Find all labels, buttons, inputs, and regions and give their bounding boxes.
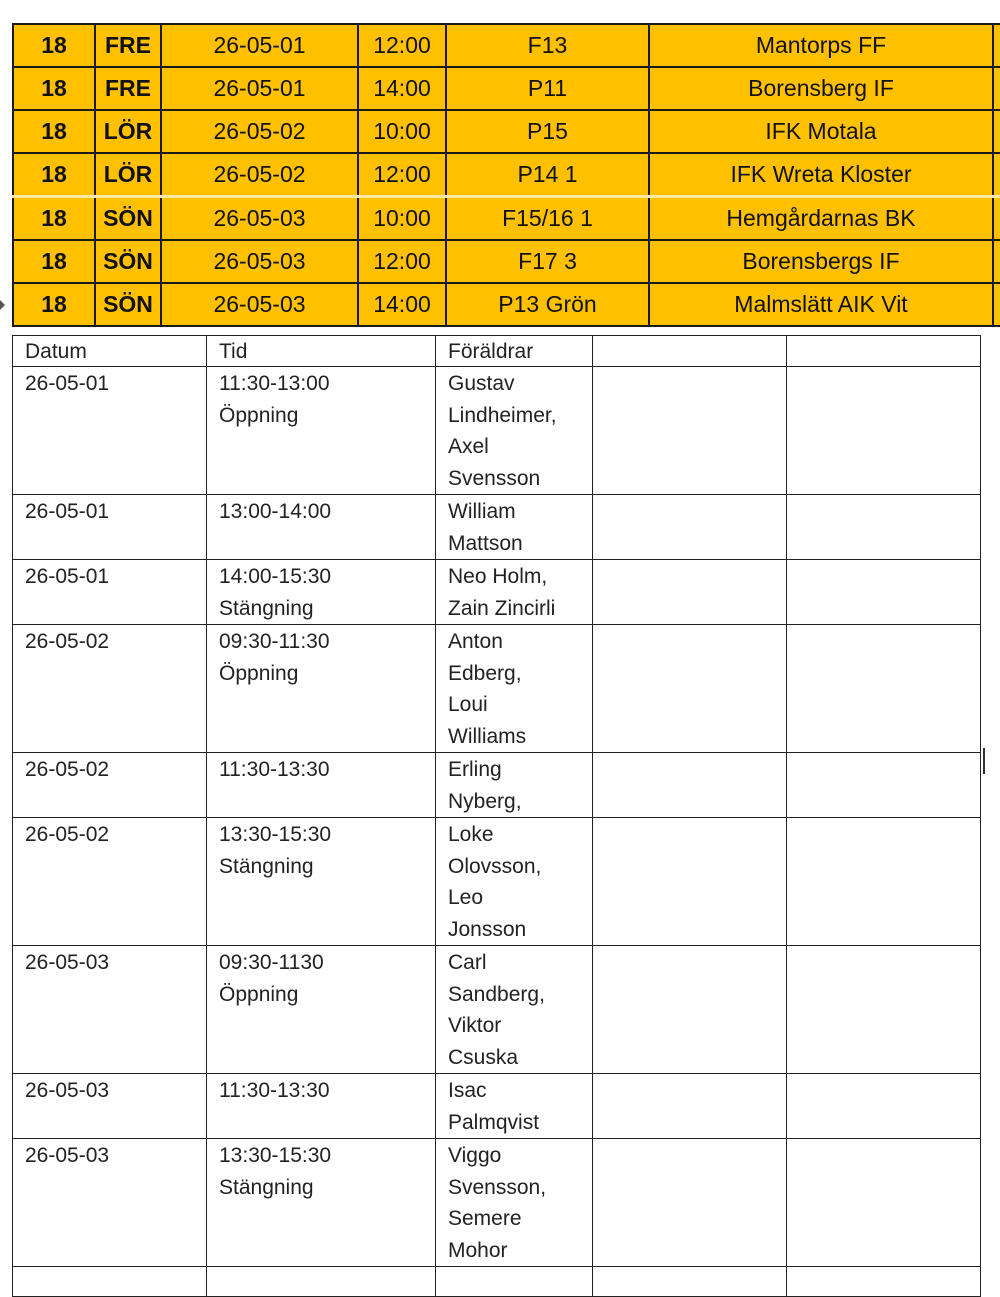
match-date: 26-05-01 <box>161 24 358 67</box>
match-opponent: Mantorps FF <box>649 24 993 67</box>
match-opponent: IFK Wreta Kloster <box>649 153 993 197</box>
match-day: FRE <box>95 67 161 110</box>
schedule-row <box>13 560 981 625</box>
match-date: 26-05-03 <box>161 283 358 326</box>
empty-cell <box>593 818 787 946</box>
shift-date: 26-05-03 <box>13 1139 207 1267</box>
shift-parents: Gustav Lindheimer, Axel Svensson <box>436 367 593 495</box>
match-opponent: Hemgårdarnas BK <box>649 197 993 241</box>
match-week: 18 <box>13 240 95 283</box>
empty-cell <box>787 753 981 818</box>
empty-cell <box>593 560 787 625</box>
empty-cell <box>207 1267 436 1297</box>
empty-cell <box>593 1139 787 1267</box>
match-date: 26-05-02 <box>161 110 358 153</box>
empty-cell <box>787 560 981 625</box>
match-week: 18 <box>13 197 95 241</box>
shift-time: 11:30-13:30 <box>207 1074 436 1139</box>
match-team: P13 Grön <box>446 283 649 326</box>
match-edge-cell <box>993 67 1000 110</box>
match-row <box>13 153 1000 197</box>
match-time: 14:00 <box>358 283 446 326</box>
empty-cell <box>593 1074 787 1139</box>
shift-date: 26-05-01 <box>13 367 207 495</box>
shift-parents: Neo Holm, Zain Zincirli <box>436 560 593 625</box>
shift-parents: William Mattson <box>436 495 593 560</box>
shift-time: 09:30-11:30 Öppning <box>207 625 436 753</box>
empty-cell <box>787 625 981 753</box>
match-week: 18 <box>13 283 95 326</box>
empty-cell <box>787 1074 981 1139</box>
match-row <box>13 67 1000 110</box>
schedule-header-row <box>13 336 981 367</box>
row-marker-icon <box>0 300 5 310</box>
empty-cell <box>13 1267 207 1297</box>
match-team: F13 <box>446 24 649 67</box>
shift-time: 14:00-15:30 Stängning <box>207 560 436 625</box>
match-row <box>13 197 1000 241</box>
match-time: 12:00 <box>358 153 446 197</box>
match-team: P11 <box>446 67 649 110</box>
match-day: SÖN <box>95 283 161 326</box>
empty-cell <box>593 367 787 495</box>
schedule-row <box>13 753 981 818</box>
match-team: P14 1 <box>446 153 649 197</box>
match-day: LÖR <box>95 110 161 153</box>
schedule-row <box>13 367 981 495</box>
match-week: 18 <box>13 67 95 110</box>
shift-parents: Erling Nyberg, <box>436 753 593 818</box>
match-time: 10:00 <box>358 197 446 241</box>
match-edge-cell <box>993 283 1000 326</box>
shift-parents: Isac Palmqvist <box>436 1074 593 1139</box>
match-day: FRE <box>95 24 161 67</box>
shift-time: 11:30-13:30 <box>207 753 436 818</box>
match-time: 10:00 <box>358 110 446 153</box>
schedule-row <box>13 495 981 560</box>
match-day: SÖN <box>95 240 161 283</box>
shift-time: 13:00-14:00 <box>207 495 436 560</box>
header-time: Tid <box>207 336 436 367</box>
empty-cell <box>787 818 981 946</box>
match-team: F15/16 1 <box>446 197 649 241</box>
match-edge-cell <box>993 240 1000 283</box>
empty-cell <box>787 336 981 367</box>
schedule-row <box>13 1139 981 1267</box>
shift-time: 09:30-1130 Öppning <box>207 946 436 1074</box>
empty-cell <box>593 1267 787 1297</box>
match-edge-cell <box>993 24 1000 67</box>
shift-date: 26-05-02 <box>13 753 207 818</box>
header-parents: Föräldrar <box>436 336 593 367</box>
match-opponent: Borensberg IF <box>649 67 993 110</box>
header-date: Datum <box>13 336 207 367</box>
schedule-row <box>13 946 981 1074</box>
shift-date: 26-05-01 <box>13 560 207 625</box>
match-team: P15 <box>446 110 649 153</box>
match-edge-cell <box>993 197 1000 241</box>
match-edge-cell <box>993 110 1000 153</box>
shift-time: 13:30-15:30 Stängning <box>207 818 436 946</box>
shift-parents: Loke Olovsson, Leo Jonsson <box>436 818 593 946</box>
match-week: 18 <box>13 110 95 153</box>
empty-cell <box>787 367 981 495</box>
shift-parents: Anton Edberg, Loui Williams <box>436 625 593 753</box>
text-cursor <box>983 748 985 774</box>
match-date: 26-05-03 <box>161 240 358 283</box>
empty-cell <box>593 946 787 1074</box>
shift-date: 26-05-03 <box>13 946 207 1074</box>
empty-cell <box>593 625 787 753</box>
match-opponent: Malmslätt AIK Vit <box>649 283 993 326</box>
match-time: 14:00 <box>358 67 446 110</box>
shift-date: 26-05-02 <box>13 625 207 753</box>
match-row <box>13 240 1000 283</box>
match-week: 18 <box>13 24 95 67</box>
match-date: 26-05-02 <box>161 153 358 197</box>
schedule-row <box>13 1074 981 1139</box>
shift-date: 26-05-01 <box>13 495 207 560</box>
shift-date: 26-05-02 <box>13 818 207 946</box>
shift-time: 13:30-15:30 Stängning <box>207 1139 436 1267</box>
match-opponent: Borensbergs IF <box>649 240 993 283</box>
match-row <box>13 24 1000 67</box>
schedule-empty-row <box>13 1267 981 1297</box>
schedule-row <box>13 625 981 753</box>
match-table <box>12 23 1000 327</box>
empty-cell <box>787 495 981 560</box>
empty-cell <box>787 1267 981 1297</box>
match-week: 18 <box>13 153 95 197</box>
match-team: F17 3 <box>446 240 649 283</box>
match-day: LÖR <box>95 153 161 197</box>
match-row <box>13 110 1000 153</box>
match-opponent: IFK Motala <box>649 110 993 153</box>
empty-cell <box>593 753 787 818</box>
empty-cell <box>436 1267 593 1297</box>
empty-cell <box>787 1139 981 1267</box>
shift-time: 11:30-13:00 Öppning <box>207 367 436 495</box>
empty-cell <box>787 946 981 1074</box>
match-day: SÖN <box>95 197 161 241</box>
shift-parents: Carl Sandberg, Viktor Csuska <box>436 946 593 1074</box>
match-date: 26-05-01 <box>161 67 358 110</box>
schedule-row <box>13 818 981 946</box>
match-edge-cell <box>993 153 1000 197</box>
empty-cell <box>593 495 787 560</box>
shift-parents: Viggo Svensson, Semere Mohor <box>436 1139 593 1267</box>
match-time: 12:00 <box>358 240 446 283</box>
empty-cell <box>593 336 787 367</box>
shift-date: 26-05-03 <box>13 1074 207 1139</box>
match-row <box>13 283 1000 326</box>
match-time: 12:00 <box>358 24 446 67</box>
match-date: 26-05-03 <box>161 197 358 241</box>
schedule-table <box>12 335 981 1297</box>
